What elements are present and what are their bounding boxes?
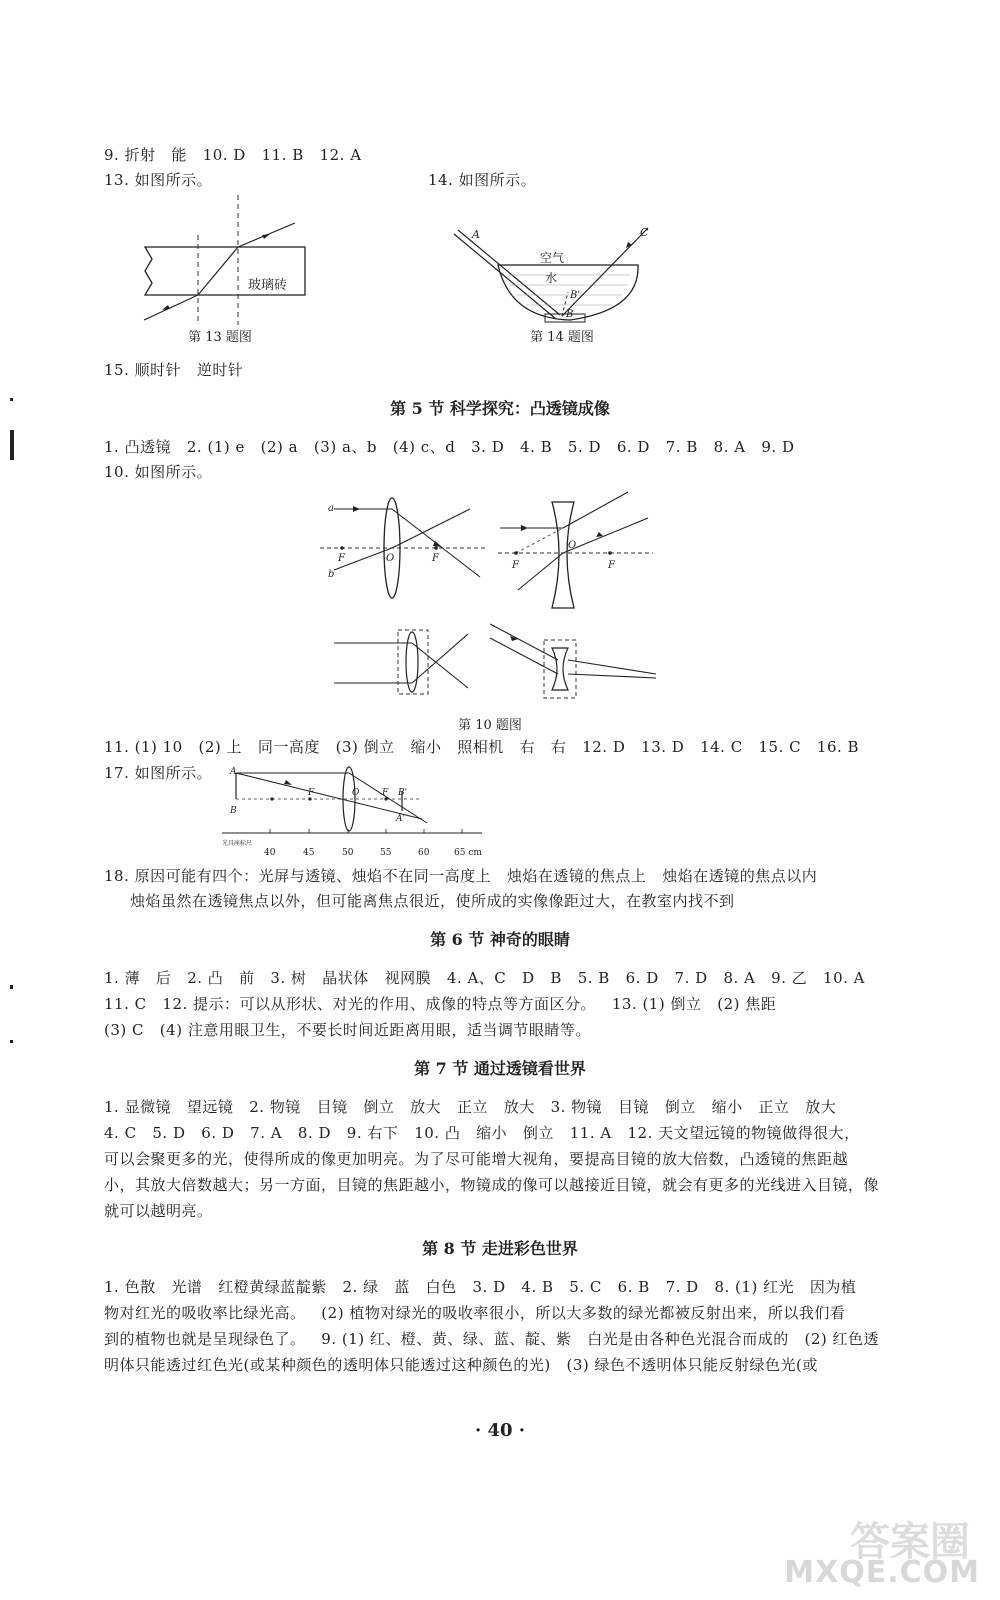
section-heading: 第 8 节 走进彩色世界 (422, 1239, 578, 1258)
figure-17-optical-bench (222, 765, 502, 865)
light-ray (236, 773, 422, 819)
focus-point (608, 551, 612, 555)
focus-point (434, 546, 438, 550)
tick-label: 45 (303, 848, 315, 858)
watermark-site: MXQE.COM (784, 1555, 980, 1590)
answer-line: 就可以越明亮。 (104, 1202, 213, 1220)
page-number: · 40 · (474, 1420, 526, 1441)
answer-line: 1. 显微镜 望远镜 2. 物镜 目镜 倒立 放大 正立 放大 3. 物镜 目镜 倒立 缩小 正立 放大 (104, 1098, 837, 1116)
answer-line: 17. 如图所示。 (104, 764, 213, 782)
focus-point (270, 797, 273, 800)
label-f: F (512, 560, 519, 571)
light-ray (412, 634, 468, 683)
arrow-icon (353, 506, 360, 512)
watermark (780, 1510, 980, 1590)
label-b: b (328, 569, 335, 580)
rod (454, 234, 556, 319)
light-ray (490, 624, 558, 660)
light-ray (392, 509, 470, 548)
water-label: 水 (545, 271, 558, 285)
label-f: F (308, 788, 315, 798)
light-ray (568, 674, 656, 678)
light-ray (144, 295, 198, 320)
glass-label: 玻璃砖 (248, 278, 288, 293)
tick-label: 65 cm (454, 848, 482, 858)
section-heading: 第 6 节 神奇的眼睛 (430, 930, 570, 949)
lens-box (398, 630, 428, 694)
light-ray (563, 492, 628, 528)
label-a: A (472, 228, 480, 241)
virtual-ray (516, 528, 563, 553)
label-o: O (352, 788, 360, 798)
answer-line: 到的植物也就是呈现绿色了。 9. (1) 红、橙、黄、绿、蓝、靛、紫 白光是由各种色光混合而成的 (2) 红色透 (104, 1330, 880, 1348)
focus-point (340, 546, 344, 550)
answer-line: 烛焰虽然在透镜焦点以外，但可能离焦点很近，使所成的实像像距过大，在教室内找不到 (130, 892, 735, 910)
label-o: O (386, 553, 395, 564)
ruler-label: 光具座标尺 (222, 840, 253, 847)
light-ray (198, 247, 238, 295)
tick-label: 40 (264, 848, 276, 858)
answer-line: 9. 折射 能 10. D 11. B 12. A (104, 146, 362, 164)
arrow-icon (284, 780, 292, 785)
margin-mark (10, 430, 14, 460)
answer-line: 11. (1) 10 (2) 上 同一高度 (3) 倒立 缩小 照相机 右 右 12. D 13. D 14. C 15. C 16. B (104, 738, 860, 756)
light-ray (490, 638, 558, 674)
focus-point (514, 551, 518, 555)
section-heading: 第 5 节 科学探究：凸透镜成像 (390, 399, 610, 418)
answer-line: (3) C (4) 注意用眼卫生，不要长时间近距离用眼，适当调节眼睛等。 (104, 1021, 591, 1039)
label-f: F (608, 560, 615, 571)
margin-mark (10, 985, 13, 989)
answer-line: 小，其放大倍数越大；另一方面，目镜的焦距越小，物镜成的像可以越接近目镜，就会有更多的光线进入目镜，像 (104, 1176, 880, 1194)
label-f: F (432, 553, 439, 564)
section-heading: 第 7 节 通过透镜看世界 (414, 1059, 586, 1078)
answer-line: 4. C 5. D 6. D 7. A 8. D 9. 右下 10. 凸 缩小 倒立 11. A 12. 天文望远镜的物镜做得很大， (104, 1124, 860, 1142)
figure-caption: 第 10 题图 (458, 718, 522, 733)
answer-line: 14. 如图所示。 (428, 171, 537, 189)
tick-label: 55 (380, 848, 392, 858)
watermark-logo: 答案圈 (850, 1519, 970, 1565)
figure-10-box-concave (488, 620, 658, 700)
figure-14-bowl-water (450, 220, 670, 330)
label-f: F (382, 788, 389, 798)
answer-line: 1. 薄 后 2. 凸 前 3. 树 晶状体 视网膜 4. A、C D B 5. B 6. D 7. D 8. A 9. 乙 10. A (104, 969, 866, 987)
arrow-icon (262, 234, 270, 239)
answer-line: 1. 凸透镜 2. (1) e (2) a (3) a、b (4) c、d 3. D 4. B 5. D 6. D 7. B 8. A 9. D (104, 438, 795, 456)
margin-mark (10, 1040, 13, 1043)
arrow-icon (596, 532, 603, 537)
answer-line: 11. C 12. 提示：可以从形状、对光的作用、成像的特点等方面区分。 13. (1) 倒立 (2) 焦距 (104, 995, 777, 1013)
ruler-ticks (270, 829, 462, 833)
label-a: a (328, 503, 334, 514)
figure-13-glass-refraction (140, 195, 320, 335)
answer-line: 18. 原因可能有四个：光屏与透镜、烛焰不在同一高度上 烛焰在透镜的焦点上 烛焰在透镜的焦点以内 (104, 867, 818, 885)
answer-line: 明体只能透过红色光(或某种颜色的透明体只能透过这种颜色的光) (3) 绿色不透明体只能反射绿色光(或 (104, 1356, 818, 1374)
figure-10-convex-lens (320, 495, 490, 605)
concave-lens (552, 502, 577, 608)
label-b: B (230, 806, 237, 816)
air-label: 空气 (540, 251, 565, 265)
tick-label: 50 (342, 848, 354, 858)
label-bprime: B' (570, 290, 581, 301)
figure-10-box-convex (330, 628, 475, 698)
arrow-icon (162, 305, 170, 310)
figure-10-concave-lens (498, 490, 658, 610)
light-ray (562, 228, 648, 316)
answer-line: 10. 如图所示。 (104, 463, 213, 481)
label-bprime: B' (398, 788, 408, 798)
arrow-icon (521, 525, 528, 531)
label-aprime: A' (396, 814, 405, 824)
label-o: O (568, 540, 577, 551)
figure-caption: 第 13 题图 (188, 330, 252, 345)
concave-lens (552, 648, 568, 690)
answer-line: 13. 如图所示。 (104, 171, 213, 189)
answer-line: 1. 色散 光谱 红橙黄绿蓝靛紫 2. 绿 蓝 白色 3. D 4. B 5. C 6. B 7. D 8. (1) 红光 因为植 (104, 1278, 857, 1296)
label-b: B (566, 309, 574, 320)
answer-line: 15. 顺时针 逆时针 (104, 361, 244, 379)
label-a: A (230, 767, 237, 777)
label-c: C (640, 226, 649, 239)
water-hatching (508, 275, 630, 305)
answer-line: 可以会聚更多的光，使得所成的像更加明亮。为了尽可能增大视角，要提高目镜的放大倍数，凸透镜的焦距越 (104, 1150, 849, 1168)
tick-label: 60 (418, 848, 430, 858)
light-ray (412, 643, 468, 688)
label-f: F (338, 553, 345, 564)
light-ray (568, 660, 656, 674)
answer-line: 物对红光的吸收率比绿光高。 (2) 植物对绿光的吸收率很小，所以大多数的绿光都被反射出来，所以我们看 (104, 1304, 846, 1322)
light-ray (349, 773, 427, 823)
figure-caption: 第 14 题图 (530, 330, 594, 345)
